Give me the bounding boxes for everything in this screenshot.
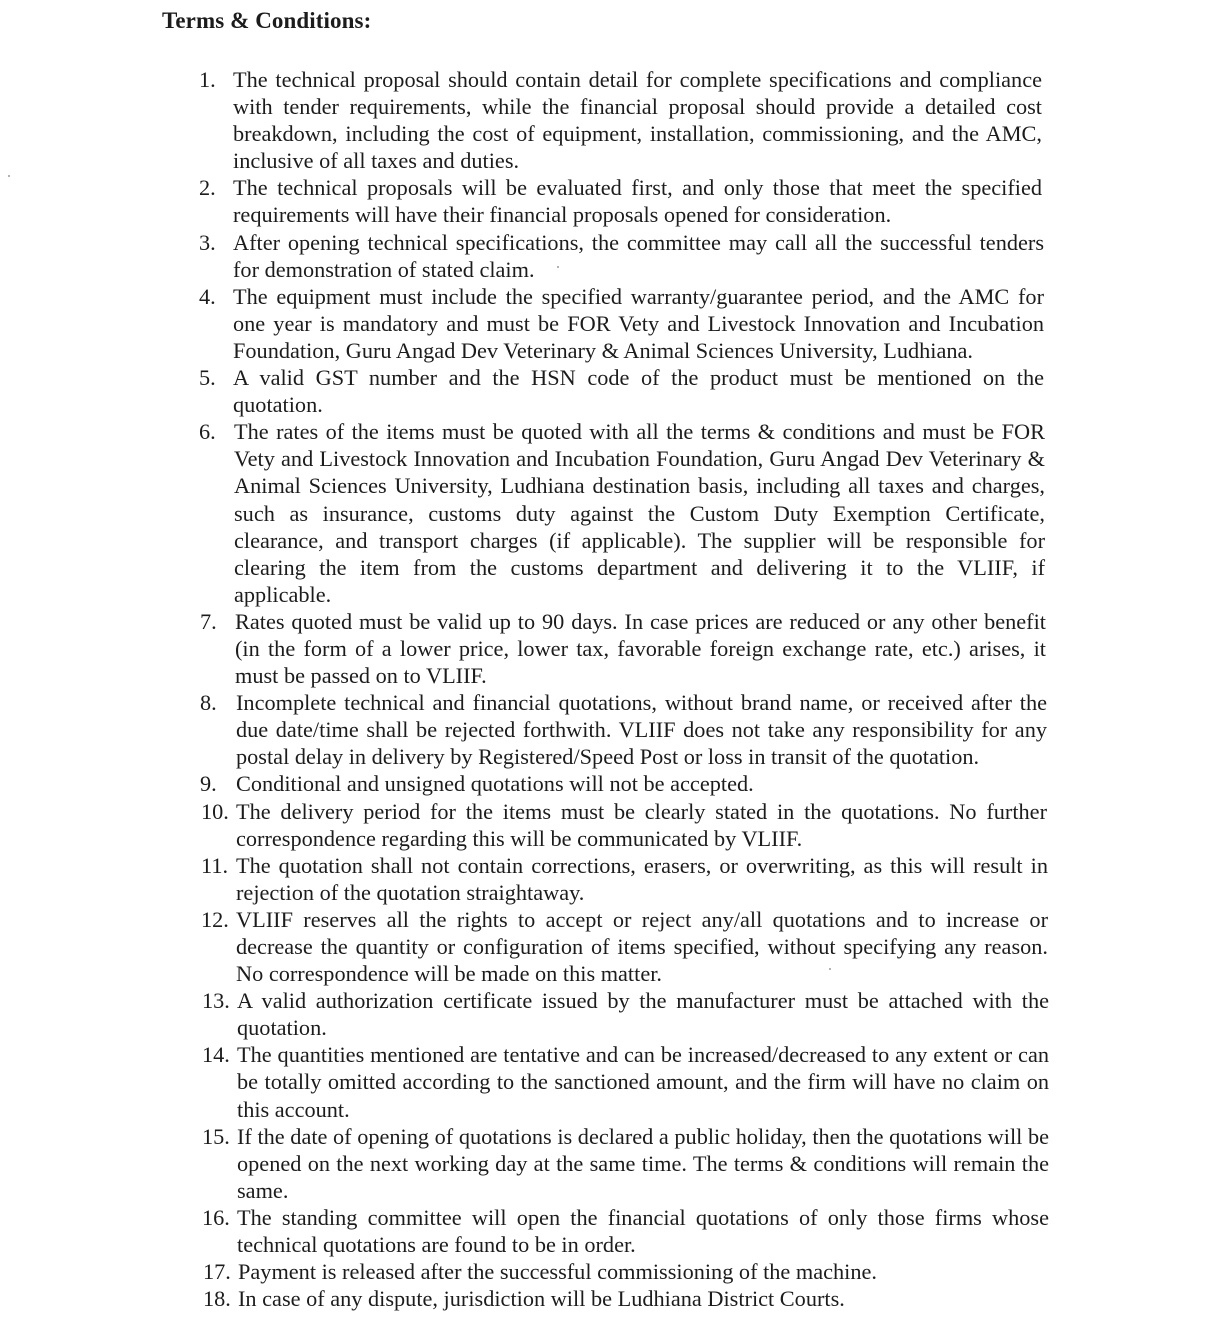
- term-item: [0, 364, 1205, 418]
- term-number: 9.: [200, 771, 217, 797]
- term-number: 13.: [202, 988, 230, 1014]
- term-number: 8.: [200, 690, 217, 716]
- term-number: 14.: [202, 1042, 230, 1068]
- term-text: Rates quoted must be valid up to 90 days. In case prices are reduced or any other benefit (in the form of a lower price, lower tax, favorable foreign exchange rate, etc.) arises, it must be passed on to VLIIF.: [235, 608, 1046, 689]
- term-number: 15.: [202, 1123, 230, 1149]
- term-number: 16.: [202, 1204, 230, 1230]
- term-text: After opening technical specifications, the committee may call all the successful tenders for demonstration of stated claim.: [233, 229, 1044, 282]
- scan-speck: [8, 175, 10, 177]
- term-text: The technical proposals will be evaluated first, and only those that meet the specified requirements will have their financial proposals opened for consideration.: [233, 175, 1042, 228]
- term-number: 7.: [200, 608, 217, 634]
- term-text: Incomplete technical and financial quotations, without brand name, or received after the due date/time shall be rejected forthwith. VLIIF does not take any responsibility for any postal delay in delivery by Registered/Speed Post or loss in transit of the quotation.: [236, 690, 1047, 770]
- term-number: 11.: [201, 852, 229, 878]
- terms-heading: Terms & Conditions:: [162, 8, 372, 33]
- term-number: 17.: [203, 1259, 231, 1285]
- term-item: [0, 174, 1205, 228]
- term-text: In case of any dispute, jurisdiction will be Ludhiana District Courts.: [238, 1286, 845, 1312]
- term-text: The technical proposal should contain detail for complete specifications and compliance with tender requirements, while the financial proposal should provide a detailed cost breakdown, including the cost of equipment, installation, commissioning, and the AMC, inclusive of all taxes and duties.: [233, 67, 1042, 174]
- term-number: 10.: [201, 798, 229, 824]
- term-text: The quotation shall not contain corrections, erasers, or overwriting, as this will result in rejection of the quotation straightaway.: [236, 852, 1048, 905]
- term-text: If the date of opening of quotations is declared a public holiday, then the quotations will be opened on the next working day at the same time. The terms & conditions will remain the same.: [237, 1123, 1049, 1203]
- term-item: [0, 283, 1205, 364]
- term-item: [0, 1123, 1205, 1204]
- term-item: [0, 852, 1205, 906]
- term-text: A valid authorization certificate issued by the manufacturer must be attached with the quotation.: [237, 988, 1049, 1041]
- term-text: VLIIF reserves all the rights to accept or reject any/all quotations and to increase or decrease the quantity or configuration of items specified, without specifying any reason. No correspondence will be made on this matter.: [236, 906, 1048, 987]
- term-item: [0, 798, 1205, 852]
- term-number: 12.: [201, 906, 229, 932]
- term-number: 3.: [199, 229, 216, 255]
- term-number: 2.: [199, 175, 216, 201]
- term-text: The rates of the items must be quoted with all the terms & conditions and must be FOR Vety and Livestock Innovation and Incubation Foundation, Guru Angad Dev Veterinary & Animal Sciences University, Ludhiana destination basis, including all taxes and charges, such as insurance, customs duty against the Custom Duty Exemption Certificate, clearance, and transport charges (if applicable). The supplier will be responsible for clearing the item from the customs department and delivering it to the VLIIF, if applicable.: [234, 419, 1045, 607]
- term-number: 1.: [199, 67, 216, 92]
- term-item: [0, 66, 1205, 174]
- term-item: [0, 608, 1205, 689]
- term-item: [0, 1041, 1205, 1122]
- term-number: 6.: [199, 419, 216, 445]
- term-item: [0, 906, 1205, 987]
- term-text: The quantities mentioned are tentative and can be increased/decreased to any extent or can be totally omitted according to the sanctioned amount, and the firm will have no claim on this account.: [237, 1042, 1049, 1122]
- term-text: Payment is released after the successful commissioning of the machine.: [238, 1259, 877, 1285]
- term-text: The delivery period for the items must be clearly stated in the quotations. No further correspondence regarding this will be communicated by VLIIF.: [236, 798, 1047, 851]
- scan-speck: [557, 266, 559, 268]
- terms-list: [0, 66, 1205, 1312]
- term-item: [0, 1204, 1205, 1258]
- term-number: 18.: [203, 1286, 231, 1312]
- term-item: [0, 1285, 1205, 1312]
- term-item: [0, 770, 1205, 797]
- term-number: 4.: [199, 283, 216, 309]
- term-item: [0, 418, 1205, 608]
- term-item: [0, 987, 1205, 1041]
- term-number: 5.: [199, 365, 216, 391]
- term-text: The standing committee will open the financial quotations of only those firms whose technical quotations are found to be in order.: [237, 1204, 1049, 1258]
- term-item: [0, 1258, 1205, 1285]
- term-text: Conditional and unsigned quotations will not be accepted.: [236, 771, 754, 797]
- term-text: A valid GST number and the HSN code of the product must be mentioned on the quotation.: [233, 365, 1044, 418]
- scan-speck: [829, 968, 831, 970]
- term-item: [0, 229, 1205, 283]
- term-item: [0, 689, 1205, 770]
- term-text: The equipment must include the specified warranty/guarantee period, and the AMC for one year is mandatory and must be FOR Vety and Livestock Innovation and Incubation Foundation, Guru Angad Dev Veterinary & Animal Sciences University, Ludhiana.: [233, 283, 1044, 363]
